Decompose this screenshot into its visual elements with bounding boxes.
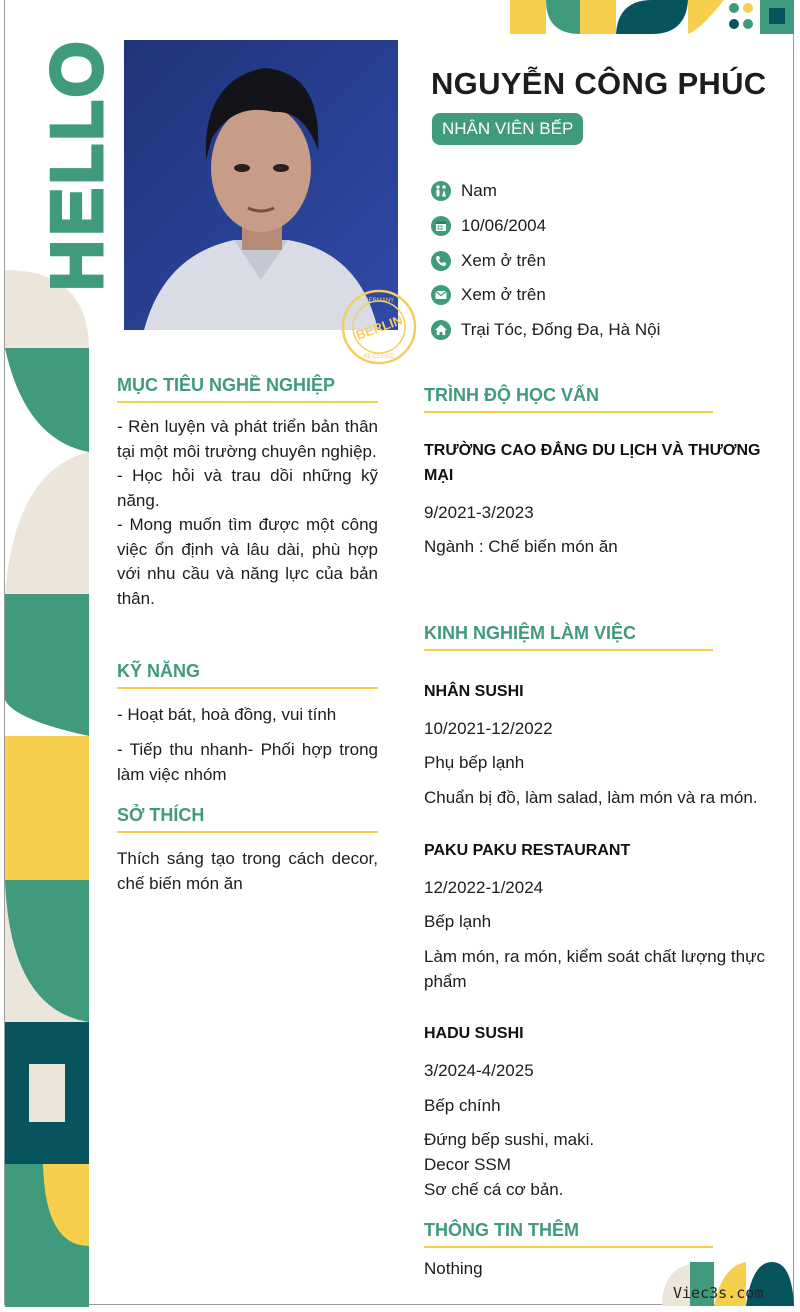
decorative-strip [5, 0, 115, 1307]
calendar-icon [431, 216, 451, 236]
gender-icon [431, 181, 451, 201]
job-detail: Decor SSM [424, 1155, 511, 1174]
contact-row-email [431, 278, 660, 313]
skill-item: - Hoạt bát, hoà đồng, vui tính [117, 705, 337, 724]
objective-title: MỤC TIÊU NGHỀ NGHIỆP [117, 375, 378, 403]
hobbies-title: SỞ THÍCH [117, 805, 378, 833]
job-period: 12/2022-1/2024 [424, 878, 544, 897]
page-border [4, 0, 794, 1305]
job-detail: Làm món, ra món, kiểm soát chất lượng thực phẩm [424, 947, 765, 991]
objective-line: - Rèn luyện và phát triển bản thân tại một môi trường chuyên nghiệp. [117, 417, 378, 461]
phone-value: Xem ở trên [461, 250, 546, 270]
job-position: Phụ bếp lạnh [424, 753, 525, 772]
address-value: Trại Tóc, Đống Đa, Hà Nội [461, 320, 661, 340]
contact-row-address [431, 313, 660, 348]
home-icon [431, 320, 451, 340]
hello-text: HELLO [39, 37, 115, 290]
email-value: Xem ở trên [461, 285, 546, 305]
education-period: 9/2021-3/2023 [424, 503, 534, 522]
watermark: Viec3s.com [673, 1284, 764, 1302]
experience-title: KINH NGHIỆM LÀM VIỆC [424, 623, 713, 651]
job-detail: Chuẩn bị đồ, làm salad, làm món và ra món. [424, 788, 758, 807]
stamp-top-text: GERMANY [363, 298, 395, 304]
job-company: NHÂN SUSHI [424, 683, 524, 700]
education-major: Ngành : Chế biến món ăn [424, 537, 618, 556]
email-icon [431, 285, 451, 305]
hobbies-text: Thích sáng tạo trong cách decor, chế biến món ăn [117, 849, 378, 893]
candidate-name: NGUYỄN CÔNG PHÚC [431, 66, 767, 101]
role-badge: NHÂN VIÊN BẾP [432, 113, 583, 145]
skills-title: KỸ NĂNG [117, 661, 378, 689]
phone-icon [431, 251, 451, 271]
berlin-stamp [340, 288, 418, 366]
job-detail: Sơ chế cá cơ bản. [424, 1180, 564, 1199]
objective-line: - Học hỏi và trau dồi những kỹ năng. [117, 466, 378, 510]
stamp-bottom-text: RECEIVED [363, 354, 395, 360]
contact-row-birthday [431, 209, 660, 244]
contact-row-phone [431, 243, 660, 278]
stamp-text: BERLIN [353, 312, 405, 343]
job-company: HADU SUSHI [424, 1025, 524, 1042]
job-company: PAKU PAKU RESTAURANT [424, 842, 631, 859]
birthday-value: 10/06/2004 [461, 216, 547, 236]
job-position: Bếp lạnh [424, 912, 492, 931]
objective-text [117, 415, 378, 611]
top-decoration [510, 0, 794, 34]
job-period: 10/2021-12/2022 [424, 719, 553, 738]
contact-info [431, 174, 660, 347]
gender-value: Nam [461, 181, 497, 201]
extra-info-title: THÔNG TIN THÊM [424, 1220, 713, 1248]
job-period: 3/2024-4/2025 [424, 1061, 534, 1080]
objective-line: - Mong muốn tìm được một công việc ổn định và lâu dài, phù hợp với nhu cầu và năng lực của bản thân. [117, 515, 378, 608]
education-title: TRÌNH ĐỘ HỌC VẤN [424, 385, 713, 413]
school-name: TRƯỜNG CAO ĐẲNG DU LỊCH VÀ THƯƠNG MẠI [424, 442, 761, 484]
contact-row-gender [431, 174, 660, 209]
job-position: Bếp chính [424, 1096, 501, 1115]
extra-info-text: Nothing [424, 1259, 483, 1278]
skill-item: - Tiếp thu nhanh- Phối hợp trong làm việc nhóm [117, 740, 378, 784]
job-detail: Đứng bếp sushi, maki. [424, 1130, 595, 1149]
profile-photo [124, 40, 398, 330]
